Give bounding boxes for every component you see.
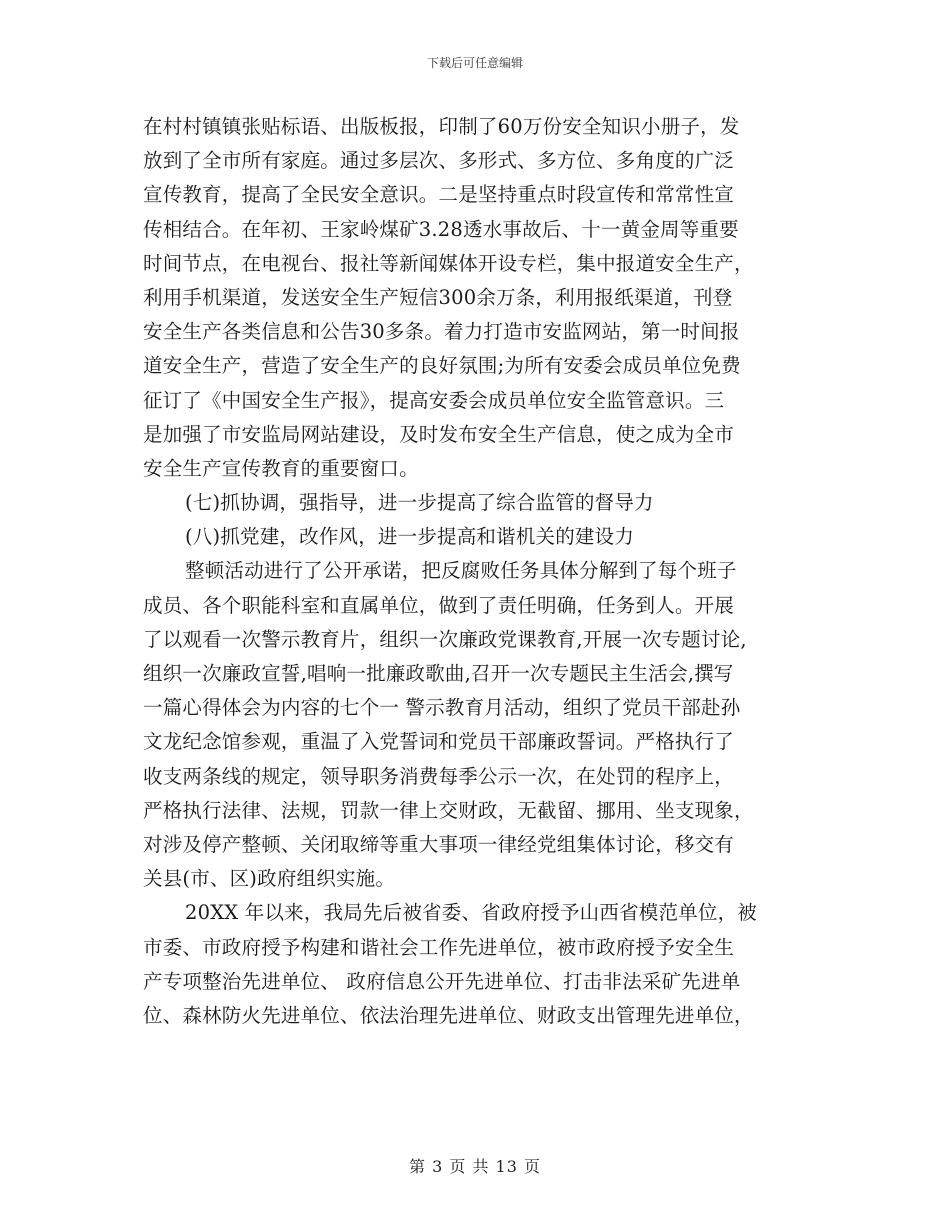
- text-line: 成员、各个职能科室和直属单位，做到了责任明确，任务到人。开展: [143, 593, 735, 617]
- text-line: 安全生产各类信息和公告30多条。着力打造市安监网站，第一时间报: [143, 320, 740, 344]
- page-header: 下载后可任意编辑: [426, 56, 523, 70]
- text-line: 市委、市政府授予构建和谐社会工作先进单位，被市政府授予安全生: [143, 935, 735, 959]
- text-line: 对涉及停产整顿、关闭取缔等重大事项一律经党组集体讨论，移交有: [143, 832, 735, 856]
- text-line: 在村村镇镇张贴标语、出版板报，印制了60万份安全知识小册子，发: [143, 115, 740, 138]
- text-line: 放到了全市所有家庭。通过多层次、多形式、多方位、多角度的广泛: [143, 149, 735, 173]
- text-line: 位、森林防火先进单位、依法治理先进单位、财政支出管理先进单位，: [143, 1003, 754, 1027]
- document-body: [143, 110, 813, 1033]
- text-line: 利用手机渠道，发送安全生产短信300余万条，利用报纸渠道，刊登: [143, 285, 733, 309]
- text-line: 关县(市、区)政府组织实施。: [143, 867, 396, 891]
- text-line: 严格执行法律、法规，罚款一律上交财政，无截留、挪用、坐支现象，: [143, 798, 754, 822]
- text-line: 了以观看一次警示教育片，组织一次廉政党课教育,开展一次专题讨论,: [143, 627, 747, 651]
- text-line: 宣传教育，提高了全民安全意识。二是坚持重点时段宣传和常常性宣: [143, 183, 735, 207]
- text-line: 征订了《中国安全生产报》，提高安委会成员单位安全监管意识。三: [143, 388, 725, 412]
- text-line: 一篇心得体会为内容的七个一 警示教育月活动，组织了党员干部赴孙: [143, 696, 741, 720]
- text-line: 20XX 年以来，我局先后被省委、省政府授予山西省模范单位，被: [185, 901, 757, 925]
- text-line: 道安全生产，营造了安全生产的良好氛围;为所有安委会成员单位免费: [143, 354, 741, 378]
- text-line: 文龙纪念馆参观，重温了入党誓词和党员干部廉政誓词。严格执行了: [143, 730, 735, 754]
- text-line: 整顿活动进行了公开承诺，把反腐败任务具体分解到了每个班子: [185, 559, 737, 583]
- text-line: 传相结合。在年初、王家岭煤矿3.28透水事故后、十一黄金周等重要: [143, 217, 739, 241]
- page-number-footer: 第 3 页 共 13 页: [409, 1157, 541, 1176]
- text-line: 组织一次廉政宣誓,唱响一批廉政歌曲,召开一次专题民主生活会,撰写: [143, 662, 734, 685]
- text-line: (八)抓党建，改作风，进一步提高和谐机关的建设力: [185, 525, 635, 549]
- text-line: 时间节点，在电视台、报社等新闻媒体开设专栏，集中报道安全生产，: [143, 251, 754, 275]
- text-line: 产专项整治先进单位、 政府信息公开先进单位、打击非法采矿先进单: [143, 969, 741, 993]
- text-line: 收支两条线的规定，领导职务消费每季公示一次，在处罚的程序上，: [143, 764, 735, 788]
- text-line: 是加强了市安监局网站建设，及时发布安全生产信息，使之成为全市: [143, 422, 735, 446]
- text-line: 安全生产宣传教育的重要窗口。: [143, 456, 419, 480]
- text-line: (七)抓协调，强指导，进一步提高了综合监管的督导力: [185, 491, 654, 515]
